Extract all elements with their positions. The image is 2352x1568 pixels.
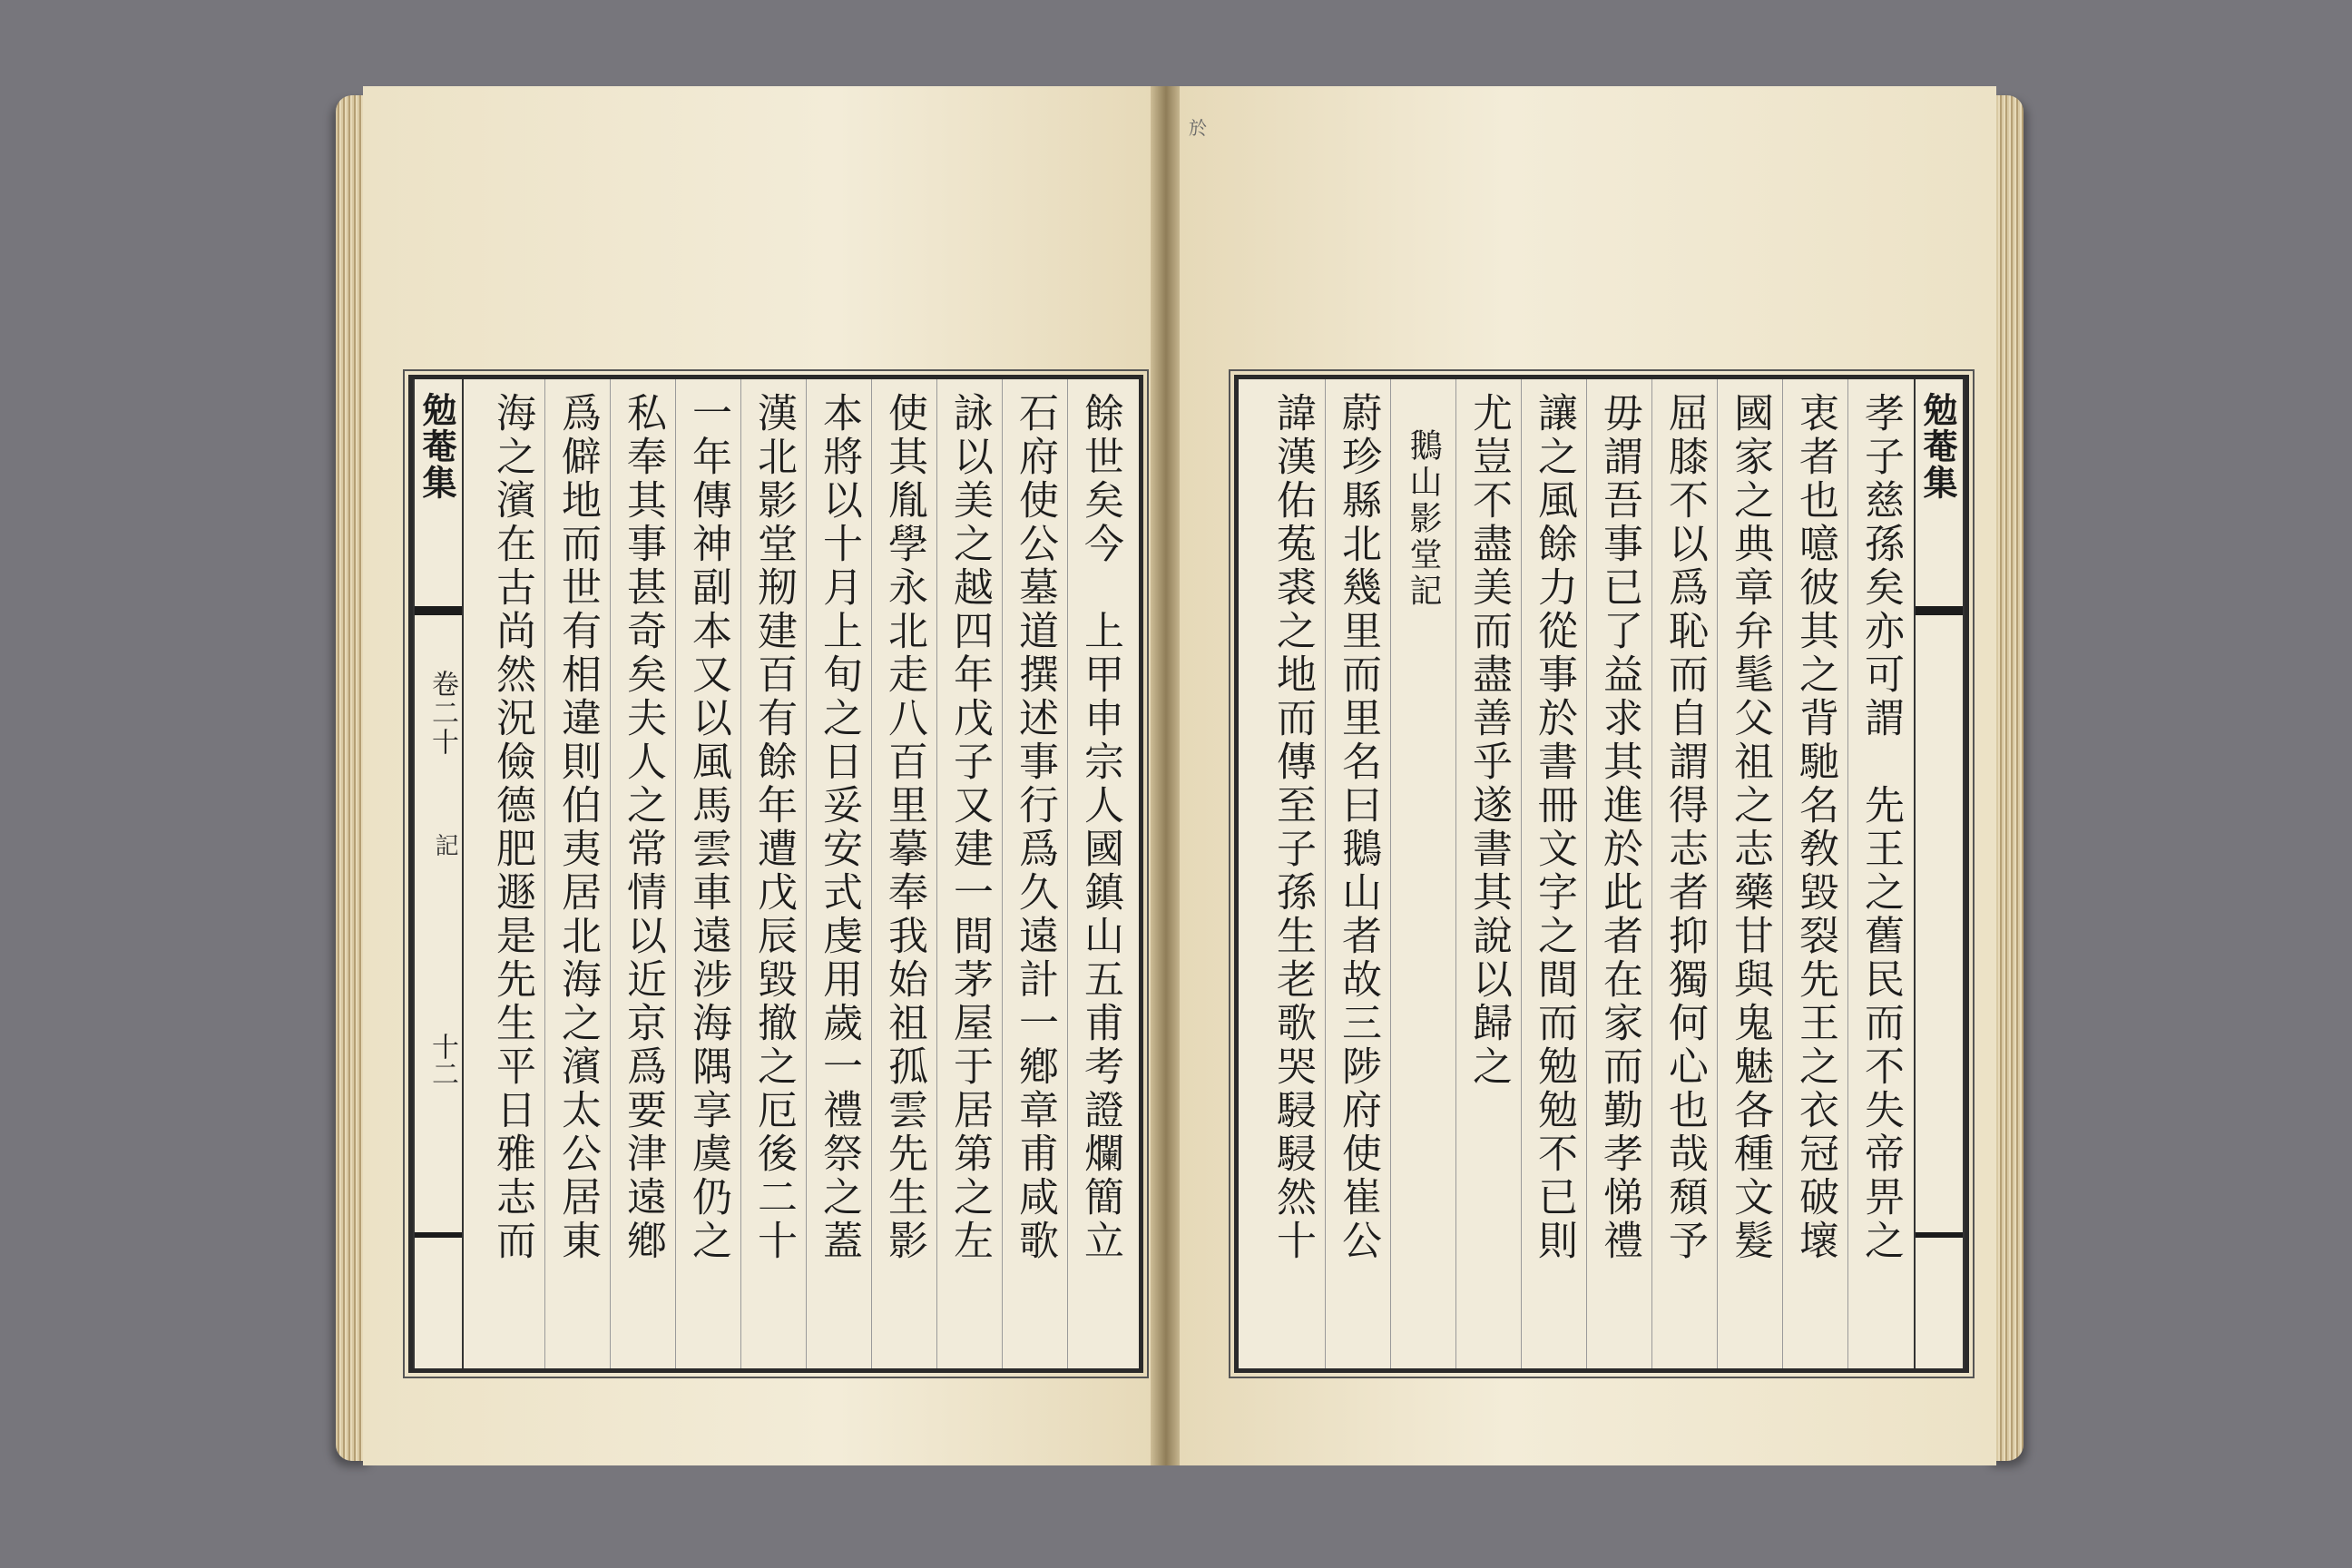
section-heading: 鵝山影堂記	[1405, 428, 1442, 610]
left-text-frame	[408, 375, 1143, 1373]
text-column: 石府使公墓道撰述事行爲久遠計一鄕章甫咸歌	[1012, 392, 1058, 1263]
text-column: 私奉其事甚奇矣夫人之常情以近京爲要津遠鄕	[620, 392, 666, 1263]
text-column: 衷者也噫彼其之背馳名敎毀裂先王之衣冠破壞	[1792, 392, 1838, 1263]
margin-section: 記	[431, 833, 458, 857]
text-column: 本將以十月上旬之日妥安式虔用歲一禮祭之蓋	[816, 392, 862, 1263]
text-column: 國家之典章弁髦父祖之志藥甘與鬼魅各種文髮	[1727, 392, 1773, 1263]
text-column: 讓之風餘力從事於書冊文字之間而勉勉不已則	[1531, 392, 1577, 1263]
text-column: 餘世矣今 上甲申宗人國鎮山五甫考證爛簡立	[1077, 392, 1123, 1263]
text-column: 孝子慈孫矣亦可謂 先王之舊民而不失帝畀之	[1857, 392, 1904, 1263]
fishtail-mark	[415, 606, 462, 615]
fishtail-mark-bottom	[415, 1232, 462, 1238]
text-column: 使其胤學永北走八百里摹奉我始祖孤雲先生影	[881, 392, 927, 1263]
text-column: 毋謂吾事已了益求其進於此者在家而勤孝悌禮	[1596, 392, 1642, 1263]
right-page	[1180, 86, 1996, 1465]
corner-mark: 於	[1189, 117, 1207, 139]
text-column: 漢北影堂剏建百有餘年遭戊辰毀撤之厄後二十	[750, 392, 797, 1263]
fishtail-mark	[1916, 606, 1963, 615]
text-column: 蔚珍縣北幾里而里名曰鵝山者故三陟府使崔公	[1335, 392, 1381, 1263]
text-column: 一年傳神副本又以風馬雲車遠涉海隅享虞仍之	[685, 392, 731, 1263]
margin-page-number: 十二	[426, 1033, 458, 1087]
text-column: 爲僻地而世有相違則伯夷居北海之濱太公居東	[554, 392, 601, 1263]
text-column: 海之濱在古尚然況儉德肥遯是先生平日雅志而	[489, 392, 535, 1263]
margin-volume: 卷二十	[426, 670, 458, 757]
text-column: 詠以美之越四年戊子又建一間茅屋于居第之左	[946, 392, 993, 1263]
left-block-margin	[413, 379, 464, 1368]
book-gutter	[1151, 86, 1181, 1465]
open-book	[336, 86, 2024, 1479]
margin-book-title: 勉菴集	[416, 392, 457, 501]
left-page	[363, 86, 1152, 1465]
text-column: 尤豈不盡美而盡善乎遂書其說以歸之	[1465, 392, 1512, 1089]
margin-book-title: 勉菴集	[1917, 392, 1958, 501]
text-column: 屈膝不以爲恥而自謂得志者抑獨何心也哉頹予	[1661, 392, 1708, 1263]
right-text-frame	[1234, 375, 1969, 1373]
right-block-margin	[1914, 379, 1965, 1368]
fishtail-mark-bottom	[1916, 1232, 1963, 1238]
text-column: 諱漢佑菟裘之地而傳至子孫生老歌哭駸駸然十	[1269, 392, 1316, 1263]
